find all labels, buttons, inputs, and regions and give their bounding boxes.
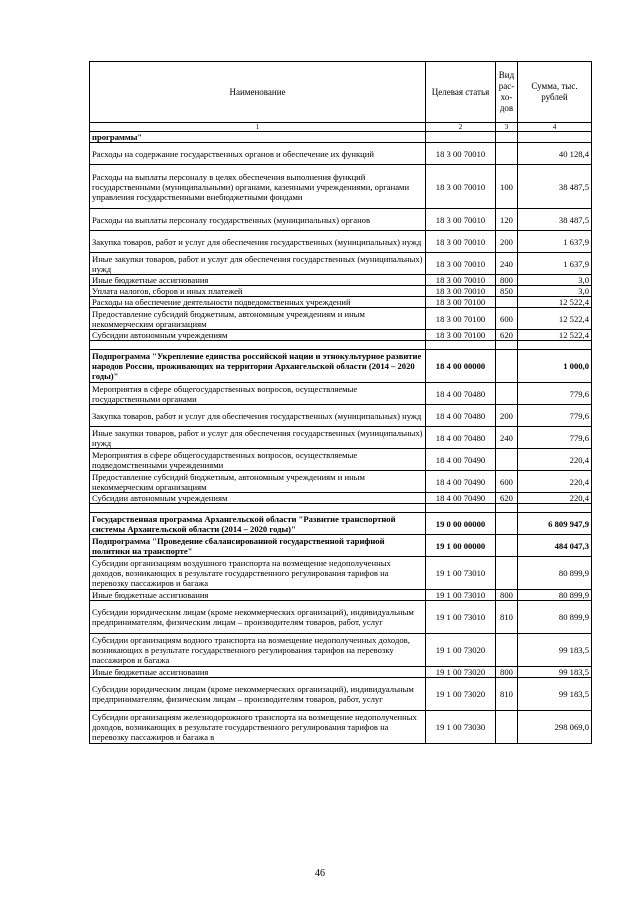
table-row — [90, 165, 592, 209]
row-sum-cell: 38 487,5 — [518, 209, 592, 231]
table-row — [90, 143, 592, 165]
row-expense-type-cell — [496, 711, 518, 744]
row-target-article-cell: 19 0 00 00000 — [426, 513, 496, 535]
row-sum-cell: 40 128,4 — [518, 143, 592, 165]
row-expense-type-cell: 800 — [496, 667, 518, 678]
row-name-cell: Предоставление субсидий бюджетным, автономным учреждениям и иным некоммерческим организациям — [90, 308, 426, 330]
row-sum-cell: 99 183,5 — [518, 678, 592, 711]
row-sum-cell: 1 637,9 — [518, 231, 592, 253]
table-row — [90, 383, 592, 405]
row-target-article-cell: 18 4 00 70490 — [426, 493, 496, 504]
row-sum-cell: 3,0 — [518, 286, 592, 297]
row-sum-cell: 12 522,4 — [518, 330, 592, 341]
row-expense-type-cell: 240 — [496, 427, 518, 449]
row-sum-cell: 12 522,4 — [518, 308, 592, 330]
row-target-article-cell: 19 1 00 73010 — [426, 590, 496, 601]
row-name-cell: Предоставление субсидий бюджетным, автономным учреждениям и иным некоммерческим организациям — [90, 471, 426, 493]
row-expense-type-cell — [496, 513, 518, 535]
row-sum-cell: 298 069,0 — [518, 711, 592, 744]
row-sum-cell: 220,4 — [518, 493, 592, 504]
table-row — [90, 634, 592, 667]
header-expense-type: Вид рас-хо-дов — [496, 62, 518, 123]
row-sum-cell: 80 899,9 — [518, 601, 592, 634]
empty-cell — [426, 504, 496, 513]
empty-cell — [90, 504, 426, 513]
row-sum-cell: 12 522,4 — [518, 297, 592, 308]
table-row — [90, 286, 592, 297]
row-sum-cell: 1 000,0 — [518, 350, 592, 383]
row-target-article-cell: 19 1 00 73010 — [426, 557, 496, 590]
row-expense-type-cell — [496, 297, 518, 308]
row-name-cell: Иные бюджетные ассигнования — [90, 590, 426, 601]
row-name-cell: Субсидии автономным учреждениям — [90, 493, 426, 504]
row-expense-type-cell — [496, 383, 518, 405]
row-name-cell: Субсидии юридическим лицам (кроме некоммерческих организаций), индивидуальным предпринимателям, физическим лицам – производителям товаров, работ, услуг — [90, 678, 426, 711]
column-number: 1 — [90, 123, 426, 132]
table-row — [90, 209, 592, 231]
header-target-article: Целевая статья — [426, 62, 496, 123]
row-sum-cell: 99 183,5 — [518, 634, 592, 667]
row-sum-cell — [518, 132, 592, 143]
row-target-article-cell: 18 3 00 70010 — [426, 209, 496, 231]
row-target-article-cell: 18 3 00 70100 — [426, 308, 496, 330]
row-sum-cell: 484 047,3 — [518, 535, 592, 557]
row-target-article-cell: 18 3 00 70010 — [426, 165, 496, 209]
column-number: 3 — [496, 123, 518, 132]
row-expense-type-cell: 810 — [496, 601, 518, 634]
row-name-cell: Субсидии организациям водного транспорта на возмещение недополученных доходов, возникающих в результате государственного регулирования тарифов на перевозку пассажиров и багажа — [90, 634, 426, 667]
row-target-article-cell: 18 3 00 70010 — [426, 275, 496, 286]
table-row — [90, 132, 592, 143]
table-body — [90, 132, 592, 744]
row-name-cell: Закупка товаров, работ и услуг для обеспечения государственных (муниципальных) нужд — [90, 405, 426, 427]
table-row — [90, 678, 592, 711]
table-row — [90, 330, 592, 341]
empty-cell — [426, 341, 496, 350]
budget-table — [89, 61, 592, 744]
row-sum-cell: 38 487,5 — [518, 165, 592, 209]
spacer-row — [90, 341, 592, 350]
page-number: 46 — [315, 868, 325, 879]
row-sum-cell: 80 899,9 — [518, 590, 592, 601]
row-sum-cell: 3,0 — [518, 275, 592, 286]
row-target-article-cell: 18 3 00 70100 — [426, 297, 496, 308]
table-row — [90, 308, 592, 330]
row-name-cell: Мероприятия в сфере общегосударственных вопросов, осуществляемые подведомственными учреждениями — [90, 449, 426, 471]
row-expense-type-cell: 200 — [496, 405, 518, 427]
row-target-article-cell: 19 1 00 73030 — [426, 711, 496, 744]
row-expense-type-cell — [496, 634, 518, 667]
row-name-cell: Субсидии автономным учреждениям — [90, 330, 426, 341]
column-number: 2 — [426, 123, 496, 132]
row-sum-cell: 220,4 — [518, 471, 592, 493]
row-name-cell: программы" — [90, 132, 426, 143]
row-expense-type-cell: 100 — [496, 165, 518, 209]
table-row — [90, 405, 592, 427]
table-row — [90, 350, 592, 383]
row-expense-type-cell — [496, 557, 518, 590]
table-row — [90, 449, 592, 471]
row-sum-cell: 779,6 — [518, 383, 592, 405]
row-expense-type-cell: 600 — [496, 308, 518, 330]
table-row — [90, 231, 592, 253]
row-target-article-cell: 18 3 00 70010 — [426, 253, 496, 275]
row-sum-cell: 220,4 — [518, 449, 592, 471]
empty-cell — [496, 504, 518, 513]
row-target-article-cell: 19 1 00 73020 — [426, 667, 496, 678]
row-expense-type-cell: 810 — [496, 678, 518, 711]
row-target-article-cell: 18 3 00 70100 — [426, 330, 496, 341]
empty-cell — [518, 504, 592, 513]
row-target-article-cell: 18 3 00 70010 — [426, 231, 496, 253]
row-target-article-cell: 18 4 00 00000 — [426, 350, 496, 383]
row-expense-type-cell — [496, 350, 518, 383]
row-name-cell: Субсидии юридическим лицам (кроме некоммерческих организаций), индивидуальным предпринимателям, физическим лицам – производителям товаров, работ, услуг — [90, 601, 426, 634]
row-name-cell: Уплата налогов, сборов и иных платежей — [90, 286, 426, 297]
row-expense-type-cell: 620 — [496, 493, 518, 504]
row-name-cell: Мероприятия в сфере общегосударственных вопросов, осуществляемые государственными органами — [90, 383, 426, 405]
row-sum-cell: 80 899,9 — [518, 557, 592, 590]
row-target-article-cell — [426, 132, 496, 143]
row-name-cell: Субсидии организациям железнодорожного транспорта на возмещение недополученных доходов, возникающих в результате государственного регулирования тарифов на перевозку пассажиров и багажа в — [90, 711, 426, 744]
table-row — [90, 275, 592, 286]
row-name-cell: Расходы на содержание государственных органов и обеспечение их функций — [90, 143, 426, 165]
table-row — [90, 253, 592, 275]
table-row — [90, 535, 592, 557]
table-row — [90, 601, 592, 634]
row-name-cell: Расходы на выплаты персоналу государственных (муниципальных) органов — [90, 209, 426, 231]
row-sum-cell: 1 637,9 — [518, 253, 592, 275]
empty-cell — [496, 341, 518, 350]
row-target-article-cell: 19 1 00 73010 — [426, 601, 496, 634]
row-target-article-cell: 18 4 00 70480 — [426, 383, 496, 405]
row-name-cell: Иные бюджетные ассигнования — [90, 667, 426, 678]
empty-cell — [518, 341, 592, 350]
table-row — [90, 667, 592, 678]
table-row — [90, 471, 592, 493]
table-row — [90, 557, 592, 590]
row-sum-cell: 6 809 947,9 — [518, 513, 592, 535]
row-target-article-cell: 18 4 00 70480 — [426, 427, 496, 449]
row-target-article-cell: 18 3 00 70010 — [426, 286, 496, 297]
row-target-article-cell: 18 4 00 70490 — [426, 449, 496, 471]
row-name-cell: Субсидии организациям воздушного транспорта на возмещение недополученных доходов, возникающих в результате государственного регулирования тарифов на перевозку пассажиров и багажа — [90, 557, 426, 590]
table-row — [90, 493, 592, 504]
empty-cell — [90, 341, 426, 350]
row-expense-type-cell: 800 — [496, 275, 518, 286]
row-expense-type-cell: 600 — [496, 471, 518, 493]
table-row — [90, 427, 592, 449]
row-name-cell: Расходы на выплаты персоналу в целях обеспечения выполнения функций государственными (муниципальными) органами, казенными учреждениями, органами управления государственными внебюджетными фондами — [90, 165, 426, 209]
row-target-article-cell: 19 1 00 73020 — [426, 634, 496, 667]
table-row — [90, 513, 592, 535]
row-target-article-cell: 18 4 00 70480 — [426, 405, 496, 427]
column-number: 4 — [518, 123, 592, 132]
row-expense-type-cell — [496, 143, 518, 165]
row-expense-type-cell — [496, 132, 518, 143]
row-name-cell: Государственная программа Архангельской области "Развитие транспортной системы Архангельской области (2014 – 2020 годы)" — [90, 513, 426, 535]
row-expense-type-cell: 800 — [496, 590, 518, 601]
row-name-cell: Подпрограмма "Укрепление единства российской нации и этнокультурное развитие народов России, проживающих на территории Архангельской области (2014 – 2020 годы)" — [90, 350, 426, 383]
row-name-cell: Закупка товаров, работ и услуг для обеспечения государственных (муниципальных) нужд — [90, 231, 426, 253]
row-target-article-cell: 18 4 00 70490 — [426, 471, 496, 493]
row-target-article-cell: 19 1 00 00000 — [426, 535, 496, 557]
row-target-article-cell: 19 1 00 73020 — [426, 678, 496, 711]
row-name-cell: Иные закупки товаров, работ и услуг для обеспечения государственных (муниципальных) нужд — [90, 253, 426, 275]
row-target-article-cell: 18 3 00 70010 — [426, 143, 496, 165]
table-header-row — [90, 62, 592, 123]
row-name-cell: Подпрограмма "Проведение сбалансированной государственной тарифной политики на транспорте" — [90, 535, 426, 557]
row-expense-type-cell: 620 — [496, 330, 518, 341]
row-sum-cell: 99 183,5 — [518, 667, 592, 678]
row-expense-type-cell: 850 — [496, 286, 518, 297]
table-row — [90, 297, 592, 308]
row-expense-type-cell — [496, 449, 518, 471]
row-expense-type-cell: 240 — [496, 253, 518, 275]
row-sum-cell: 779,6 — [518, 405, 592, 427]
row-name-cell: Иные бюджетные ассигнования — [90, 275, 426, 286]
header-name: Наименование — [90, 62, 426, 123]
row-expense-type-cell: 200 — [496, 231, 518, 253]
table-row — [90, 711, 592, 744]
spacer-row — [90, 504, 592, 513]
table-row — [90, 590, 592, 601]
header-sum: Сумма, тыс. рублей — [518, 62, 592, 123]
row-expense-type-cell — [496, 535, 518, 557]
row-sum-cell: 779,6 — [518, 427, 592, 449]
column-number-row — [90, 123, 592, 132]
row-name-cell: Иные закупки товаров, работ и услуг для обеспечения государственных (муниципальных) нужд — [90, 427, 426, 449]
row-name-cell: Расходы на обеспечение деятельности подведомственных учреждений — [90, 297, 426, 308]
row-expense-type-cell: 120 — [496, 209, 518, 231]
